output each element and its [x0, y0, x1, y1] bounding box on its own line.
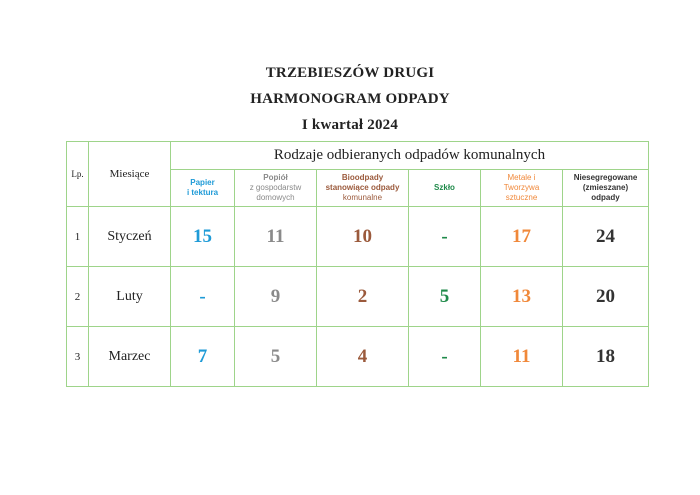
- bio-day: 2: [317, 267, 409, 327]
- category-bio-line3: komunalne: [342, 193, 383, 202]
- waste-types-header: Rodzaje odbieranych odpadów komunalnych: [171, 142, 649, 170]
- location-title: TRZEBIESZÓW DRUGI: [265, 65, 435, 81]
- category-szklo: [409, 170, 481, 207]
- category-popiol: [235, 170, 317, 207]
- header-row-1: [67, 142, 649, 170]
- category-popiol-line2: z gospodarstw: [249, 183, 302, 192]
- document-header: [0, 60, 700, 138]
- month-name: Marzec: [89, 327, 171, 387]
- category-papier: [171, 170, 235, 207]
- table-row: [67, 327, 649, 387]
- category-mixed-line2: (zmieszane): [582, 183, 629, 192]
- popiol-day: 11: [235, 207, 317, 267]
- category-papier-line2: i tektura: [186, 188, 219, 197]
- metale-day: 17: [481, 207, 563, 267]
- month-header: Miesiące: [89, 142, 171, 207]
- mixed-day: 20: [563, 267, 649, 327]
- metale-day: 11: [481, 327, 563, 387]
- popiol-day: 9: [235, 267, 317, 327]
- month-name: Styczeń: [89, 207, 171, 267]
- category-popiol-line3: domowych: [256, 193, 295, 202]
- lp-header: Lp.: [67, 142, 89, 207]
- category-bio-line1: Bioodpady: [341, 173, 384, 182]
- bio-day: 10: [317, 207, 409, 267]
- category-popiol-line1: Popiół: [263, 173, 288, 182]
- szklo-day: -: [409, 207, 481, 267]
- category-metale-line1: Metale i: [507, 173, 536, 182]
- table-row: [67, 267, 649, 327]
- row-number: 3: [67, 327, 89, 387]
- category-metale-line3: sztuczne: [505, 193, 538, 202]
- category-szklo-line1: Szkło: [434, 183, 455, 192]
- category-mixed-line3: odpady: [591, 193, 620, 202]
- period-title: I kwartał 2024: [301, 117, 399, 133]
- category-metale-line2: Tworzywa: [503, 183, 540, 192]
- category-metale: [481, 170, 563, 207]
- bio-day: 4: [317, 327, 409, 387]
- metale-day: 13: [481, 267, 563, 327]
- mixed-day: 24: [563, 207, 649, 267]
- table-row: [67, 207, 649, 267]
- papier-day: -: [171, 267, 235, 327]
- category-mixed-line1: Niesegregowane: [573, 173, 638, 182]
- category-mixed: [563, 170, 649, 207]
- month-name: Luty: [89, 267, 171, 327]
- szklo-day: 5: [409, 267, 481, 327]
- popiol-day: 5: [235, 327, 317, 387]
- row-number: 2: [67, 267, 89, 327]
- row-number: 1: [67, 207, 89, 267]
- category-bio-line2: stanowiące odpady: [325, 183, 400, 192]
- mixed-day: 18: [563, 327, 649, 387]
- category-papier-line1: Papier: [190, 178, 215, 187]
- szklo-day: -: [409, 327, 481, 387]
- papier-day: 15: [171, 207, 235, 267]
- schedule-title: HARMONOGRAM ODPADY: [250, 91, 450, 107]
- category-bio: [317, 170, 409, 207]
- waste-schedule-table: [66, 141, 649, 387]
- papier-day: 7: [171, 327, 235, 387]
